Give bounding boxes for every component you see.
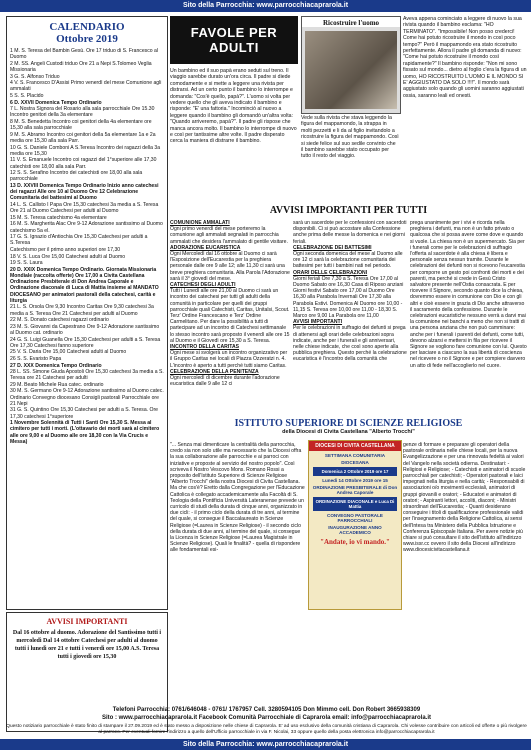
avvisi-column-1 — [170, 220, 290, 387]
section-body: Ogni Mercoledì dal 16 ottobre al Duomo ci sarà l'Esposizione dell'Eucarestia per la preghiera personale dalle ore 9 alle 12; alle 11,30 ci sarà una breve preghiera comunitaria. Alla Parola l'Adorazione sarà il 3° giovedì del mese. — [170, 251, 290, 282]
calendar-item: 8 M. S. Benedetta Incontro coi genitori della 4a elementare ore 15,30 alla sala parrocchiale — [10, 118, 152, 132]
poster-line: CONVEGNO PASTORALE PARROCCHIALI — [327, 513, 383, 523]
calendar-item: 23 M. S. Giovanni da Capestrano Ore 9-12 Adorazione santissimo al Duomo cat. ordinario — [10, 323, 160, 336]
section-title: AVVISI IMPORTANTI — [293, 319, 343, 326]
calendar-item: 22 M. S. Donato catechesi ragazzi ordinario — [10, 317, 109, 324]
calendar-item: 27 D. XXX Domenica Tempo Ordinario — [10, 362, 102, 369]
avvisi-heading: AVVISI IMPORTANTI — [46, 617, 128, 626]
calendar-item: 29 M. Beato Michele Rua catec. ordinario — [10, 381, 104, 388]
section-body: Tutti i Lunedì alle ore 21,00 al Duomo ci sarà un incontro dei catechesi per tutti gli adulti della comunità in particolare per quelli dei gruppi parrocchiale quali Catechisti, Caritas, Unitalsi, Scout. Terz' Ordine Francescano e Terz' Ordine Carmelitano. Per dare la possibilità a tutti di partecipare ad un incontro di Catechesi settimanale lo stesso incontro sarà proposto il venerdì alle ore 15 al Duomo e il Giovedì ore 15,30 a S. Teresa. — [170, 288, 290, 344]
calendar-item: 19 S. S. Laura — [10, 260, 43, 267]
avvisi-column-3: prega unanimente per i vivi e ricorda nella preghiera i defunti, ma non è un fatto privato o qualcosa che si possa avere come dove e quando si vuole. La chiesa non è un supermercato. Sia per i funerali come per le celebrazioni di suffragio l'offerta al sacerdote è alla chiesa è libera e personale senza nessun tramite. Durante le celebrazioni dei defunti non si ricevono l'eucarestia per comporre un gesto poi confronti dei morti e dei parenti, ma perché si crede in Gesù Cristo salvatore presente nell'Ostia consacrata. E per ricevere il Signore, secondo quanto dice la chiesa, dovremmo essere in comunione con Dio e con gli altri e cioè essere in grazia di Dio anche attraverso il sacramento della confessione. Durante le celebrazioni eucaristiche nessuno verrà a darvi mai la comunione nei banchi a meno che non si tratti di una persona anziana che non può camminare: anche per i funerali i parenti dei defunti, come tutti, devono alzarsi e mettersi in fila per ricevere il Signore se vogliono fare comunione con lui. Questo per lasciare a ciascuno la sua libertà di coscienza nel ricevere o no il Signore e per compiere davvero un atto di fede nell'accoglierlo nel cuore. — [410, 220, 527, 369]
avvisi-column-2 — [293, 220, 407, 363]
calendar-item: 15 M. S. Teresa catechismo 4a elementare — [10, 214, 107, 221]
poster-line: INAUGURAZIONE ANNO ACCADEMICO — [328, 525, 382, 535]
calendar-item: 6 D. XXVII Domenica Tempo Ordinario — [10, 99, 102, 106]
poster-motto: "Andate, io vi mando." — [320, 538, 390, 546]
section-body: Ogni primo venerdì del mese porteremo la comunione agli ammalati segnalati in parrocchia ammalati che desidera l'ammalato di gentile visitare. — [170, 226, 288, 245]
istituto-subtitle: della Diocesi di Civita Castellana "Alberto Trocchi" — [282, 429, 415, 435]
calendar-item: 1 M. S. Teresa del Bambin Gesù. Ore 17 triduo di S. Francesco al Duomo — [10, 48, 158, 61]
section-title: CELEBRAZIONE DEI BATTESIMI — [293, 244, 372, 251]
section-body: Ogni mercoledì di dicembre durante l'adorazione eucaristica dalle 9 alle 12 ci — [170, 375, 280, 388]
calendar-box — [6, 16, 168, 610]
avvisi-text: Dal 16 ottobre al duomo. Adorazione del Santissimo tutti i mercoledì Dal 14 ottobre Catechesi per adulti al duomo tutti i lunedì ore 21 e tutti i venerdì ore 15,00 A.S. Teresa tutti i giovedì ore 15,30 — [12, 630, 162, 660]
poster-line: SETTIMANA COMUNITARIA — [324, 453, 386, 458]
calendar-item: 17 G. S. Ignazio d'Antiochia Ore 15,30 Catechesi per adulti a S.Teresa — [10, 234, 148, 247]
section-title: COMUNIONE AMMALATI — [170, 220, 230, 226]
calendar-item: 24 G. S. Luigi Guanella Ore 15,30 Catechesi per adulti a S. Teresa Ore 17,30 Catechesi fanno superiore — [10, 336, 161, 349]
calendar-item: 20 D. XXIX Domenica Tempo Ordinario. Giornata Missionaria Mondiale (raccolta offerte) Ore 17,00 a Civita Castellana Ordinazione Presbiterale di Don Andrea Caporale e Ordinazione diaconale di Luca di Mattia insieme al MANDATO DIOCESANO per animatori pastorali della catechesi, carità e liturgia — [10, 266, 159, 304]
calendar-item: 26 S. S. Evaristo Papa — [10, 355, 62, 362]
calendar-item: 2 M. SS. Angeli Custodi triduo Ore 21 a Nepi S.Tolomeo Veglia Missionaria — [10, 60, 152, 73]
story-continuation: Aveva appena cominciato a leggere di nuovo la sua rivista quando il bambino esclama: "HO TERMINATO". "Impossibile! Non posso crederci! Come hai potuto ricostruire il mondo in così poco tempo?" Però il mappamondo era stato ricostruito perfettamente. Allora il padre gli domanda di nuovo: "Come hai potuto ricostruire il mondo così rapidamente?" Il bambino risponde: "Non mi sono fissato sul mondo... dietro al foglio c'era la figura di un uomo, HO RICOSTRUITO L'UOMO E IL MONDO SI E' AGGIUSTATO DA SOLO !!!!". Il mondo sarà aggiustato solo quando gli uomini saranno aggiustati ossia, saranno leali ed onesti. — [403, 16, 527, 99]
calendar-item: 21 L. S. Orsola Ore 9,30 Incontro Caritas Ore 9,30 catechesi 3a media a S. Teresa Ore 21 Catechesi per adulti al Duomo — [10, 304, 154, 317]
favole-banner: FAVOLE PER ADULTI — [170, 16, 298, 64]
section-title: ORARI DELLE CELEBRAZIONI — [293, 269, 368, 276]
contacts-web[interactable]: Sito : www.parrocchiacaprarola.it Facebook Comunità Parrocchiale di Caprarola email: info@parrocchiacaprarola.it — [101, 714, 432, 721]
avvisi-tutti-heading: AVVISI IMPORTANTI PER TUTTI — [269, 205, 428, 216]
calendar-item: 30 M. S. Germano Ore 9-12 Adorazione santissimo al Duomo catec. Ordinario Convegno diocesano Consigli pastorali Parrocchiale ore 21 Nepi — [10, 388, 164, 407]
photo-caption: Ricostruire l'uomo — [302, 17, 400, 27]
calendar-item: 1 Novembre Solennità di Tutti i Santi Ore 15,30 S. Messa al cimitero per tutti i morti. (L'ottavario dei morti sarà al cimitero alle ore 9,00 e al Duomo alle ore 18,30 con la Via Crucis e Messa) — [10, 420, 160, 445]
calendar-item: 7 L. Nostra Signora del Rosario alla sala parrocchiale Ore 15.30 Incontro genitori della 3a elementare — [10, 106, 155, 119]
poster-line: DIOCESANA — [341, 460, 369, 465]
section-title: INCONTRO DELLA CARITAS — [170, 344, 240, 351]
calendar-item: 12 S. S. Serafino Incontro dei catechisti ore 18,00 alla sala parrocchiale — [10, 170, 143, 183]
section-body: Ogni seconda domenica del mese al Duomo alle ore 12 ci sarà la celebrazione comunitaria dei battesimi per tutti i bambini nati nel periodo. — [293, 251, 403, 270]
calendar-item: Catechismo per il primo anno superiori ore 17,30 — [10, 246, 121, 253]
calendar-item: 3 G. S. Alfonso Triduo — [10, 73, 60, 80]
section-title: CATECHESI DEGLI ADULTI — [170, 282, 236, 289]
story-photo — [301, 16, 401, 114]
istituto-heading — [170, 418, 527, 438]
calendar-title: CALENDARIO — [49, 21, 125, 33]
poster-line: Lunedì 14 Ottobre 2019 ore 15 — [322, 478, 388, 483]
calendar-item: 25 V. S. Daria Ore 15,00 Catechesi adulti al Duomo — [10, 349, 127, 356]
istituto-title: ISTITUTO SUPERIORE DI SCIENZE RELIGIOSE — [234, 418, 463, 429]
calendar-item: 16 M. S. Margherita Alac Ore 9-12 Adorazione santissimo al Duomo catechismo 5a el. — [10, 221, 163, 234]
section-body: sarà un sacerdote per le confessioni con sacerdoti disponibili. Ci si può accostare alla Confessione anche prima delle messe la domenica e nei giorni feriali. — [293, 220, 407, 245]
calendar-item: 31 G. S. Quintino Ore 15,30 Catechesi per adulti a S. Teresa. Ore 17,30 catechesi 1°superiore — [10, 407, 158, 420]
calendar-item: 18 V. S. Luca Ore 15,00 Catechesi adulti al Duomo — [10, 253, 126, 260]
section-body: Ogni mese si svolgerà un incontro organizzativo per il Gruppo Caritas nei locali di Piazza Ozzeratzi n. 4. L'incontro è aperto a tutti perché tutti siamo Caritas. — [170, 350, 288, 369]
photo-image — [305, 31, 397, 109]
poster-line: Domenica 2 Ottobre 2019 ore 17 — [313, 467, 397, 476]
calendar-item: 9 M. S. Abramo Incontro coi genitori della 5a elementare 1a e 2a media ore 15,30 alla sala Parr. — [10, 131, 156, 144]
disclaimer: Questo notiziario parrocchiale è stato finito di stampare il 27.09.2019 ed è stato messo a disposizione nelle chiese di Caprarola. E' ad uso esclusivo della comunità cristiana di Caprarola. Chi volesse contribuire con articoli ed offerte o più rivolgere al parroco. Per eventuali fornire l'indirizzo a quello dell'Ufficio parrocchiale in via F. Nicolai, 33 oppure quello della posta elettronica info@parrocchiacaprarola.it — [6, 724, 527, 735]
istituto-text-2: genze di formare e preparare gli operatori della pastorale ordinaria nelle chiese locali, per la nuova Evangelizzazione e per una rinnovata fedeltà ai valori del Vangelo nella società odierna. Destinatari: - Religiosi e Religiose; - Catechisti e animatori di scuole parrocchiali per catechisti; - Operatori pastorali e laici impegnati nella liturgia e nella carità; - Responsabili di associazioni o/o movimenti ecclesiali, animatori di gruppi giovanili e oratori; - Educatori e animatori di oratori; - Aspiranti lettori, accoliti, diaconi; - Ministri straordinari dell'Eucarestia; - Quanti desiderano conseguire i titoli di qualificazione professionale validi per l'insegnamento della Religione Cattolica, ai sensi dell'Intesa tra Ministero della Pubblica Istruzione e Conferenza Episcopale Italiana. Per avere notizie più chiare si può consultare il sito dell'Istituto all'indirizzo www.issr.cc ovvero il sito della Diocesi all'indirizzo www.diocesicivitacastellana.it — [403, 442, 526, 554]
header-site[interactable]: Sito della Parrocchia: www.parrocchiacaprarola.it — [0, 0, 531, 12]
poster-head: DIOCESI DI CIVITA CASTELLANA — [309, 441, 401, 451]
calendar-subtitle: Ottobre 2019 — [56, 33, 118, 45]
poster-lines — [309, 453, 401, 535]
calendar-item: 13 D. XXVIII Domenica Tempo Ordinario Inizio anno catechesi dei ragazzi Alle ore 10 al Duomo Ore 12 Celebrazione Comunitaria dei battesimi al Duomo — [10, 182, 159, 202]
calendar-item: 10 G. S. Daniele Comboni A S.Teresa Incontro dei ragazzi della 3a media ore 15,30 — [10, 144, 161, 157]
ricostruire-text: Vede sulla rivista che stava leggendo la figura del mappamondo, la strappa in molti pezzetti e li da al figlio invitandolo a ricostruire la figura del mappamondo. Così si siede felice sul suo sedile convinto che il bambino sarebbe stato occupato per tutto il resto del viaggio. — [301, 115, 399, 160]
contacts-phone: Telefoni Parrocchia: 0761/646048 - 0761/ 1767957 Cell. 3280594105 Don Mimmo cell. Don Robert 3665938309 — [112, 707, 421, 713]
section-body: Giorni feriali Ore 7,30 a S. Teresa Ore 17,00 al Duomo Sabato ore 16,30 Casa di Riposo anziani Giorni festivi Sabato ore 17,00 al Duomo Ore 16,30 alla Parabola Invernali Ore 17,30 alla Parabola Estivi. Domenica Al Duomo ore 10,00 - 11,15 S. Teresa ore 10,00 ore 11,00 - 18,30 S. Marco ore 9,00 La Parabola ore 11,00 — [293, 275, 404, 320]
calendar-item: 4 V. S. Francesco D'Assisi Primo venerdì del mese Comunione agli ammalati — [10, 80, 162, 93]
calendar-item: 14 L. S. Callisto I Papa Ore 15,30 catechesi 3a media a S. Teresa Ore 21 al Duomo Catechesi per adulti al Duomo — [10, 201, 159, 215]
poster-line: ORDINAZIONE DIACONALE e Luca Di Mattia — [313, 497, 397, 511]
section-title: CELEBRAZIONE DELLA PENITENZA — [170, 368, 259, 375]
footer-site[interactable]: Sito della Parrocchia: www.parrocchiacaprarola.it — [0, 739, 531, 750]
diocese-poster — [308, 440, 402, 610]
calendar-item: 28 L. SS. Simone Giuda Apostoli Ore 15,30 catechesi 3a media a S. Teresa ore 21 Catechesi per adulti — [10, 369, 164, 382]
poster-line: ORDINAZIONE PRESBITERALE di Don Andrea Caporale — [312, 485, 398, 495]
calendar-list — [7, 48, 167, 445]
contacts — [6, 707, 527, 722]
calendar-item: 5 S. S. Placido — [10, 92, 44, 99]
section-body: Per le celebrazioni in suffragio dei defunti si prega di attenersi agli orari delle celebrazioni sopra indicate, anche per i funerali e gli anniversari, nelle chiese indicate, che così sono aperte alla pubblica preghiera. Questo perché la celebrazione eucaristica è l'incontro della comunità che — [293, 325, 407, 363]
calendar-item: 11 V. S. Emanuele Incontro coi ragazzi del 1°superiore alle 17,30 catechisti ore 18,00 alla sala Parr. — [10, 157, 157, 170]
section-title: ADORAZIONE EUCARISTICA — [170, 244, 241, 251]
istituto-text-1: "... Senza mai dimenticare la centralità della parrocchia, credo sia non solo utile ma necessario che la Diocesi offra la sua collaborazione alle parrocchie e ai parroci con iniziative e proposte al servizio del nostro popolo". Così scriveva il Nostro Vescovo Mons. Romano Rossi a proposito dell'Istituto Superiore di Scienze Religiose "Alberto Trocchi" della nostra Diocesi di Civita Castellana. Ma che cos'è? Eretto dalla Congregazione per l'Educazione Cattolica è collegato accademicamente alla Facoltà di S. Teologia della Pontificia Università Lateranense prevede un curricolo di studi della durata di cinque anni, organizzato in due cicli: - il primo ciclo della durata di tre anni, al termine del quale, si consegue il Baccalaureato in Scienze Religiose (=Laurea in Scienze Religiose) - il secondo ciclo della durata di due anni, al termine del quale, si consegue la Licenza in Scienze Religiose (=Laurea Magistrale in Scienze Religiose). Quali le finalità? - quella di rispondere alle fondamentali esi- — [170, 442, 305, 554]
favole-text: Un bambino ed il suo papà erano seduti sul treno. Il viaggio sarebbe durato un'ora circa. Il padre si diede comodamente e si mette a leggere una rivista per distrarsi. Ad un certo punto il bambino lo interrompe e domanda: "Cos'è quello, papà?". L'uomo si volta per vedere quello che gli aveva indicato il bambino e risponde: "E' una fattoria." Incominciò al nuovo a leggere quando il bambino gli domandò un'altra volta: "Quando arriveremo, papà?". Il padre gli rispose che manca ancora molto. Il bambino lo interrompe di nuovo e così per tantissime altre volte. Il padre disperato cerca la maniera di distrarre il bambino. — [170, 68, 297, 145]
